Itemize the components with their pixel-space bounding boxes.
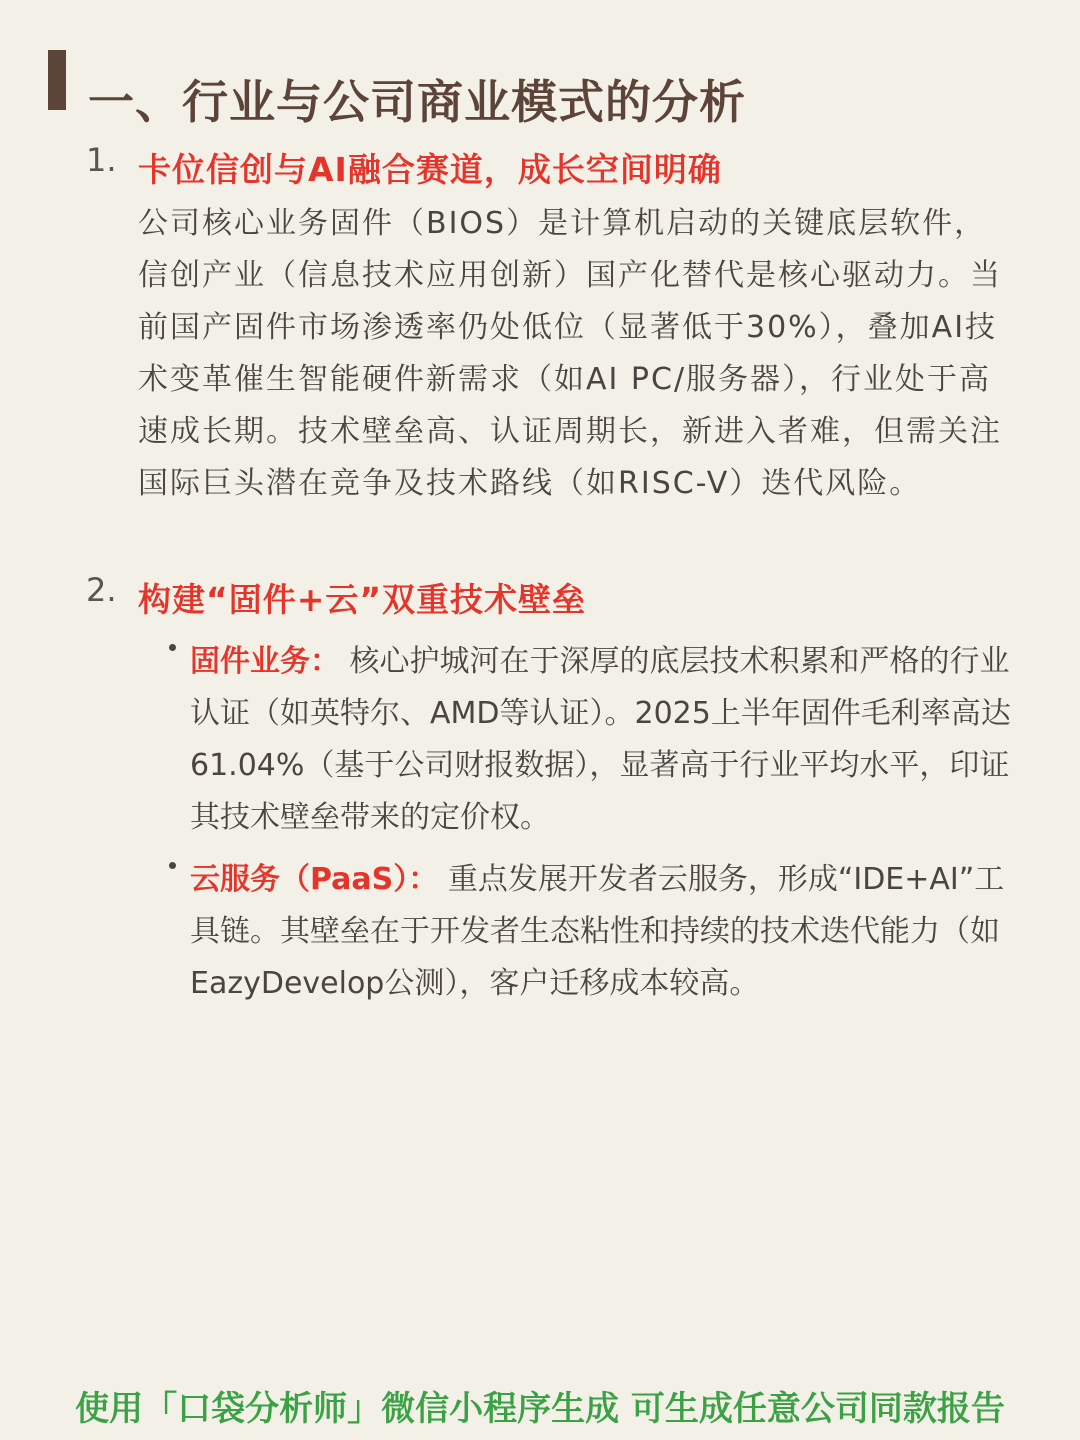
item-body: 公司核心业务固件（BIOS）是计算机启动的关键底层软件，信创产业（信息技术应用创新）国产化替代是核心驱动力。当前国产固件市场渗透率仍处低位（显著低于30%），叠加AI技术变革催生智能硬件新需求（如AI PC/服务器），行业处于高速成长期。技术壁垒高、认证周期长，新进入者难，但需关注国际巨头潜在竞争及技术路线（如RISC-V）迭代风险。 xyxy=(138,206,1002,501)
item-heading: 卡位信创与AI融合赛道，成长空间明确 xyxy=(138,150,722,189)
footer-promo-text: 使用「口袋分析师」微信小程序生成 可生成任意公司同款报告 xyxy=(75,1389,1005,1429)
bullet-body: 重点发展开发者云服务，形成“IDE+AI”工具链。其壁垒在于开发者生态粘性和持续的技术迭代能力（如EazyDevelop公测），客户迁移成本较高。 xyxy=(190,862,1005,1001)
title-accent-bar xyxy=(48,50,66,110)
item-number: 1. xyxy=(86,141,117,179)
section-title: 一、行业与公司商业模式的分析 xyxy=(88,75,746,129)
item-number: 2. xyxy=(86,571,117,609)
bullet-body: 核心护城河在于深厚的底层技术积累和严格的行业认证（如英特尔、AMD等认证）。2025上半年固件毛利率高达61.04%（基于公司财报数据），显著高于行业平均水平，印证其技术壁垒带来的定价权。 xyxy=(190,644,1011,835)
bullet-dot xyxy=(169,862,176,869)
bullet-label: 云服务（PaaS）： xyxy=(190,862,439,897)
bullet-dot xyxy=(169,644,176,651)
bullet-text xyxy=(190,636,1020,844)
item-heading: 构建“固件+云”双重技术壁垒 xyxy=(138,580,587,619)
bullet-label: 固件业务： xyxy=(190,644,340,679)
bullet-text xyxy=(190,854,1020,1010)
